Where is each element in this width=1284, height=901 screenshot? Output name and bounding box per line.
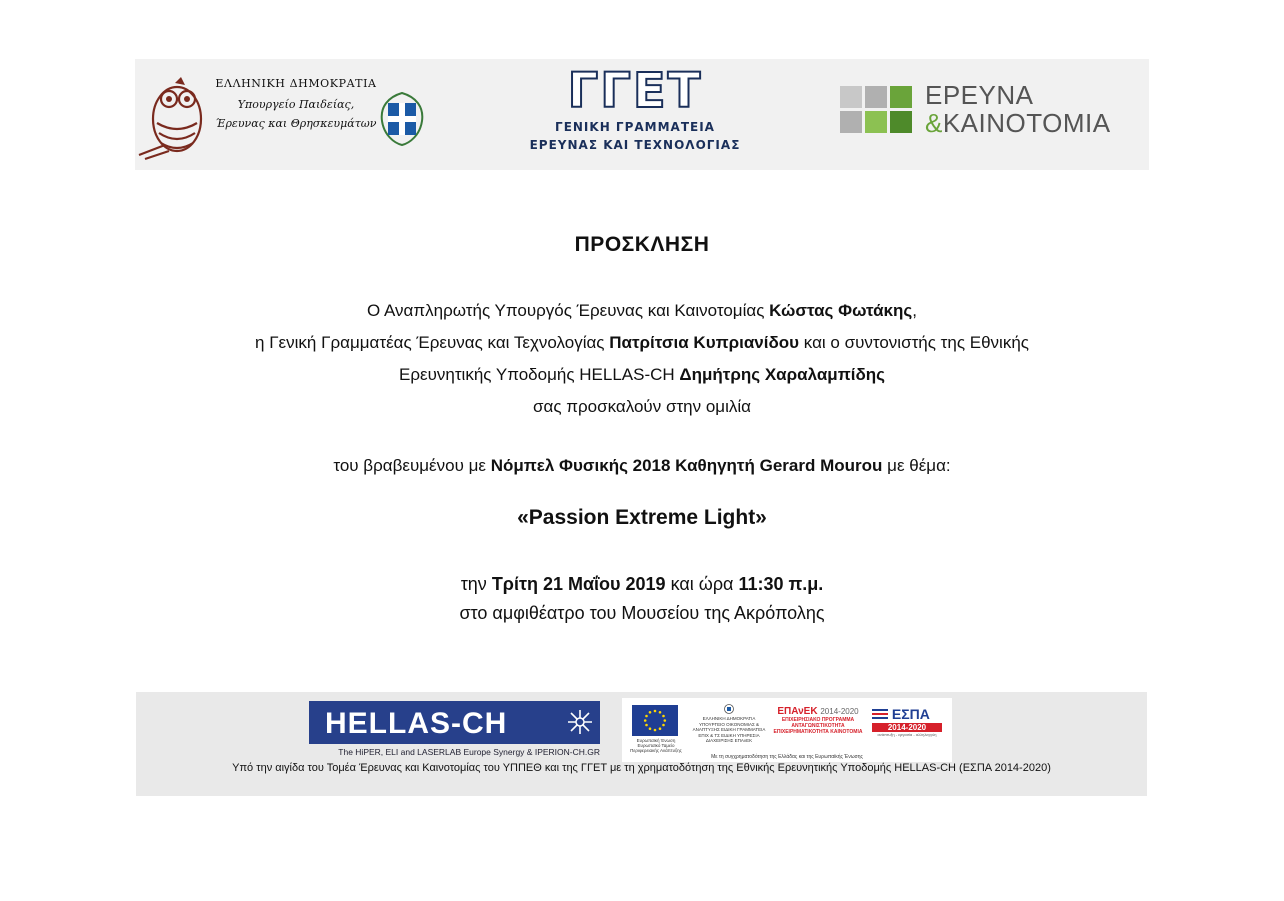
- greek-crest-small-icon: [724, 704, 734, 714]
- er-line-1: ΕΡΕΥΝΑ: [925, 80, 1034, 110]
- p2-text: η Γενική Γραμματέας Έρευνας και Τεχνολογίας: [255, 333, 610, 352]
- p5-text: του βραβευμένου με: [333, 456, 491, 475]
- cofinancing-note: Με τη συγχρηματοδότηση της Ελλάδας και της Ευρωπαϊκής Ένωσης: [711, 754, 863, 760]
- ministry-text: [211, 77, 381, 130]
- event-date: Τρίτη 21 Μαΐου 2019: [491, 574, 666, 594]
- espa-logo: [872, 706, 942, 737]
- host-coordinator: Δημήτρης Χαραλαμπίδης: [679, 365, 885, 384]
- invitation-title: ΠΡΟΣΚΛΗΣΗ: [574, 233, 710, 256]
- p3-text: Ερευνητικής Υποδομής HELLAS-CH: [399, 365, 680, 384]
- footer-note: Υπό την αιγίδα του Τομέα Έρευνας και Καινοτομίας του ΥΠΠΕΘ και της ΓΓΕΤ με τη χρηματοδότηση της Εθνικής Ερευνητικής Υποδομής HELLAS-CH (ΕΣΠΑ 2014-2020): [232, 762, 1051, 774]
- espa-stripes-icon: [872, 709, 888, 721]
- espa-years: 2014-2020: [872, 723, 942, 732]
- event-venue: στο αμφιθέατρο του Μουσείου της Ακρόπολης: [459, 603, 825, 623]
- espa-name: ΕΣΠΑ: [891, 706, 930, 722]
- ministry-line-2: Υπουργείο Παιδείας,: [237, 98, 355, 111]
- er-wordmark: [925, 81, 1111, 137]
- eu-caption: Ευρωπαϊκή Ένωση Ευρωπαϊκό Ταμείο Περιφερειακής Ανάπτυξης: [630, 738, 682, 753]
- p2-tail: και ο συντονιστής της Εθνικής: [799, 333, 1029, 352]
- gset-logo: [520, 67, 750, 162]
- gset-logo-text: ΓΓΕΤ: [567, 67, 703, 113]
- epanek-logo: [772, 706, 864, 735]
- eu-flag-icon: [632, 705, 678, 736]
- ministry-economy-logo: [690, 704, 768, 744]
- p1-text: Ο Αναπληρωτής Υπουργός Έρευνας και Καινοτομίας: [367, 301, 770, 320]
- speaker-name: Νόμπελ Φυσικής 2018 Καθηγητή Gerard Mourou: [490, 456, 883, 475]
- p6-mid: και ώρα: [665, 574, 739, 594]
- footer-banner: [136, 692, 1147, 796]
- gset-line-2: ΕΡΕΥΝΑΣ ΚΑΙ ΤΕΧΝΟΛΟΓΙΑΣ: [529, 138, 741, 152]
- speaker-paragraph: [0, 450, 1284, 482]
- datetime-paragraph: [0, 570, 1284, 628]
- ministry-economy-text: ΕΛΛΗΝΙΚΗ ΔΗΜΟΚΡΑΤΙΑ ΥΠΟΥΡΓΕΙΟ ΟΙΚΟΝΟΜΙΑΣ & ΑΝΑΠΤΥΞΗΣ ΕΙΔΙΚΗ ΓΡΑΜΜΑΤΕΙΑ ΕΠΙΧ & ΤΣ ΕΙΔΙΚΗ ΥΠΗΡΕΣΙΑ ΔΙΑΧΕΙΡΙΣΗΣ ΕΠΑνΕΚ: [692, 716, 766, 743]
- er-amp: &: [925, 108, 943, 138]
- ministry-logo: [135, 69, 435, 164]
- epanek-name: ΕΠΑνΕΚ: [777, 706, 818, 717]
- hosts-paragraph: [0, 295, 1284, 423]
- squares-icon: [840, 86, 916, 136]
- espa-slogan: ανάπτυξη - εργασία - αλληλεγγύη: [877, 732, 937, 737]
- hellas-ch-logo: [309, 701, 600, 744]
- epanek-desc: ΕΠΙΧΕΙΡΗΣΙΑΚΟ ΠΡΟΓΡΑΜΜΑ ΑΝΤΑΓΩΝΙΣΤΙΚΟΤΗΤΑ ΕΠΙΧΕΙΡΗΜΑΤΙΚΟΤΗΤΑ ΚΑΙΝΟΤΟΜΙΑ: [773, 717, 863, 735]
- greek-crest-icon: [372, 89, 432, 149]
- gset-wordmark: [550, 67, 720, 113]
- hellas-ch-name: HELLAS-CH: [325, 707, 508, 740]
- p4-text: σας προσκαλούν στην ομιλία: [533, 397, 751, 416]
- header-banner: [135, 59, 1149, 170]
- event-time: 11:30 π.μ.: [738, 574, 824, 594]
- light-burst-icon: [567, 709, 593, 735]
- p1-punct: ,: [912, 301, 917, 320]
- ministry-line-3: Έρευνας και Θρησκευμάτων: [215, 117, 377, 130]
- owl-emblem-icon: [135, 73, 211, 163]
- gset-line-1: ΓΕΝΙΚΗ ΓΡΑΜΜΑΤΕΙΑ: [555, 120, 715, 134]
- ministry-line-1: ΕΛΛΗΝΙΚΗ ΔΗΜΟΚΡΑΤΙΑ: [215, 77, 377, 90]
- hellas-ch-subtitle: The HiPER, ELI and LASERLAB Europe Synergy & IPERION-CH.GR: [338, 747, 600, 757]
- p5-tail: με θέμα:: [882, 456, 951, 475]
- host-secretary: Πατρίτσια Κυπριανίδου: [609, 333, 800, 352]
- talk-title: «Passion Extreme Light»: [517, 506, 767, 529]
- p6-text: την: [460, 574, 492, 594]
- host-minister: Κώστας Φωτάκης: [769, 301, 913, 320]
- epanek-years: 2014-2020: [820, 707, 859, 716]
- er-line-2: ΚΑΙΝΟΤΟΜΙΑ: [942, 108, 1111, 138]
- espa-logo-strip: [622, 698, 952, 762]
- research-innovation-logo: [840, 81, 1140, 141]
